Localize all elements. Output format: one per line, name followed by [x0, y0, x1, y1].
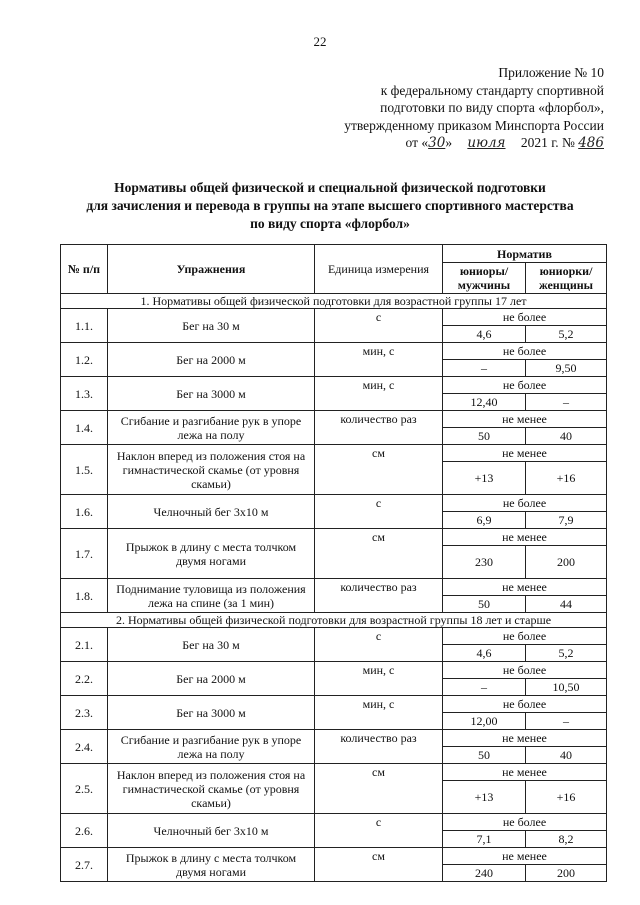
norm-condition: не менее: [443, 445, 607, 462]
value-female: 5,2: [526, 326, 607, 343]
norms-table: [60, 244, 607, 882]
title-line-1: Нормативы общей физической и специальной физической подготовки: [114, 180, 546, 195]
norm-condition: не менее: [443, 730, 607, 747]
table-row: [61, 764, 607, 781]
unit-cell: мин, с: [315, 696, 443, 730]
value-female: –: [526, 713, 607, 730]
section-title: 2. Нормативы общей физической подготовки для возрастной группы 18 лет и старше: [61, 613, 607, 628]
table-row: [61, 628, 607, 645]
table-row: [61, 579, 607, 596]
row-number: 2.6.: [61, 814, 108, 848]
appendix-header: [344, 64, 604, 153]
unit-cell: с: [315, 628, 443, 662]
value-male: +13: [443, 462, 526, 495]
value-male: 50: [443, 596, 526, 613]
unit-cell: с: [315, 495, 443, 529]
norm-condition: не менее: [443, 848, 607, 865]
exercise-name: Бег на 2000 м: [108, 662, 315, 696]
norm-condition: не более: [443, 377, 607, 394]
appendix-line-3: подготовки по виду спорта «флорбол»,: [380, 100, 604, 115]
value-female: 40: [526, 747, 607, 764]
row-number: 1.1.: [61, 309, 108, 343]
table-row: [61, 529, 607, 546]
value-female: 7,9: [526, 512, 607, 529]
norm-condition: не более: [443, 628, 607, 645]
table-row: [61, 662, 607, 679]
table-row: [61, 848, 607, 865]
value-male: 7,1: [443, 831, 526, 848]
header-num: № п/п: [61, 245, 108, 294]
appendix-line-1: Приложение № 10: [498, 65, 604, 80]
table-row: [61, 343, 607, 360]
unit-cell: количество раз: [315, 411, 443, 445]
norm-condition: не более: [443, 696, 607, 713]
date-mid: »: [445, 135, 453, 150]
value-female: 40: [526, 428, 607, 445]
header-norm: Норматив: [443, 245, 607, 263]
date-year: 2021 г. №: [520, 135, 575, 150]
title-line-2: для зачисления и перевода в группы на этапе высшего спортивного мастерства: [86, 198, 574, 213]
section-row: [61, 294, 607, 309]
value-male: 6,9: [443, 512, 526, 529]
handwritten-number: 486: [578, 135, 604, 151]
value-female: +16: [526, 781, 607, 814]
value-male: –: [443, 679, 526, 696]
value-male: –: [443, 360, 526, 377]
norm-condition: не более: [443, 309, 607, 326]
exercise-name: Сгибание и разгибание рук в упоре лежа на полу: [108, 730, 315, 764]
exercise-name: Прыжок в длину с места толчком двумя ногами: [108, 529, 315, 579]
table-row: [61, 309, 607, 326]
appendix-date-line: [344, 134, 604, 153]
norm-condition: не менее: [443, 764, 607, 781]
table-row: [61, 445, 607, 462]
row-number: 1.6.: [61, 495, 108, 529]
date-prefix: от «: [405, 135, 429, 150]
table-row: [61, 377, 607, 394]
row-number: 2.3.: [61, 696, 108, 730]
table-row: [61, 730, 607, 747]
row-number: 1.8.: [61, 579, 108, 613]
unit-cell: количество раз: [315, 730, 443, 764]
norm-condition: не более: [443, 495, 607, 512]
unit-cell: мин, с: [315, 343, 443, 377]
appendix-line-2: к федеральному стандарту спортивной: [380, 82, 604, 98]
exercise-name: Наклон вперед из положения стоя на гимнастической скамье (от уровня скамьи): [108, 445, 315, 495]
norm-condition: не менее: [443, 411, 607, 428]
appendix-line-4: утвержденному приказом Минспорта России: [344, 117, 604, 133]
norm-condition: не более: [443, 343, 607, 360]
table-body: [61, 294, 607, 882]
value-male: 12,00: [443, 713, 526, 730]
exercise-name: Поднимание туловища из положения лежа на спине (за 1 мин): [108, 579, 315, 613]
exercise-name: Наклон вперед из положения стоя на гимнастической скамье (от уровня скамьи): [108, 764, 315, 814]
exercise-name: Бег на 30 м: [108, 309, 315, 343]
unit-cell: мин, с: [315, 377, 443, 411]
unit-cell: с: [315, 309, 443, 343]
row-number: 1.2.: [61, 343, 108, 377]
exercise-name: Прыжок в длину с места толчком двумя ногами: [108, 848, 315, 882]
value-female: 10,50: [526, 679, 607, 696]
exercise-name: Челночный бег 3х10 м: [108, 814, 315, 848]
value-male: 230: [443, 546, 526, 579]
section-row: [61, 613, 607, 628]
exercise-name: Челночный бег 3х10 м: [108, 495, 315, 529]
norm-condition: не менее: [443, 579, 607, 596]
row-number: 2.5.: [61, 764, 108, 814]
row-number: 1.7.: [61, 529, 108, 579]
value-female: 9,50: [526, 360, 607, 377]
handwritten-day: 30: [428, 135, 446, 151]
value-female: 200: [526, 865, 607, 882]
table-row: [61, 495, 607, 512]
header-unit: Единица измерения: [315, 245, 443, 294]
table-row: [61, 696, 607, 713]
table-row: [61, 814, 607, 831]
row-number: 2.4.: [61, 730, 108, 764]
row-number: 1.4.: [61, 411, 108, 445]
value-male: 4,6: [443, 326, 526, 343]
value-female: –: [526, 394, 607, 411]
value-male: 240: [443, 865, 526, 882]
exercise-name: Бег на 2000 м: [108, 343, 315, 377]
row-number: 2.1.: [61, 628, 108, 662]
value-male: 50: [443, 747, 526, 764]
value-female: 44: [526, 596, 607, 613]
norms-table-wrapper: [60, 244, 606, 882]
row-number: 1.5.: [61, 445, 108, 495]
norm-condition: не более: [443, 662, 607, 679]
row-number: 1.3.: [61, 377, 108, 411]
unit-cell: см: [315, 764, 443, 814]
title-line-3: по виду спорта «флорбол»: [250, 216, 410, 231]
unit-cell: количество раз: [315, 579, 443, 613]
unit-cell: мин, с: [315, 662, 443, 696]
page-number: 22: [313, 34, 327, 49]
value-male: 50: [443, 428, 526, 445]
value-male: +13: [443, 781, 526, 814]
value-male: 4,6: [443, 645, 526, 662]
exercise-name: Бег на 30 м: [108, 628, 315, 662]
value-female: 200: [526, 546, 607, 579]
value-male: 12,40: [443, 394, 526, 411]
section-title: 1. Нормативы общей физической подготовки для возрастной группы 17 лет: [61, 294, 607, 309]
header-juniors-m: юниоры/ мужчины: [443, 263, 526, 294]
exercise-name: Сгибание и разгибание рук в упоре лежа на полу: [108, 411, 315, 445]
unit-cell: см: [315, 529, 443, 579]
value-female: 5,2: [526, 645, 607, 662]
unit-cell: см: [315, 848, 443, 882]
row-number: 2.7.: [61, 848, 108, 882]
table-row: [61, 411, 607, 428]
handwritten-month: июля: [467, 135, 506, 151]
exercise-name: Бег на 3000 м: [108, 377, 315, 411]
norm-condition: не менее: [443, 529, 607, 546]
header-exercise: Упражнения: [108, 245, 315, 294]
exercise-name: Бег на 3000 м: [108, 696, 315, 730]
header-juniors-f: юниорки/ женщины: [526, 263, 607, 294]
document-title: [40, 179, 620, 233]
unit-cell: см: [315, 445, 443, 495]
value-female: 8,2: [526, 831, 607, 848]
row-number: 2.2.: [61, 662, 108, 696]
value-female: +16: [526, 462, 607, 495]
unit-cell: с: [315, 814, 443, 848]
norm-condition: не более: [443, 814, 607, 831]
